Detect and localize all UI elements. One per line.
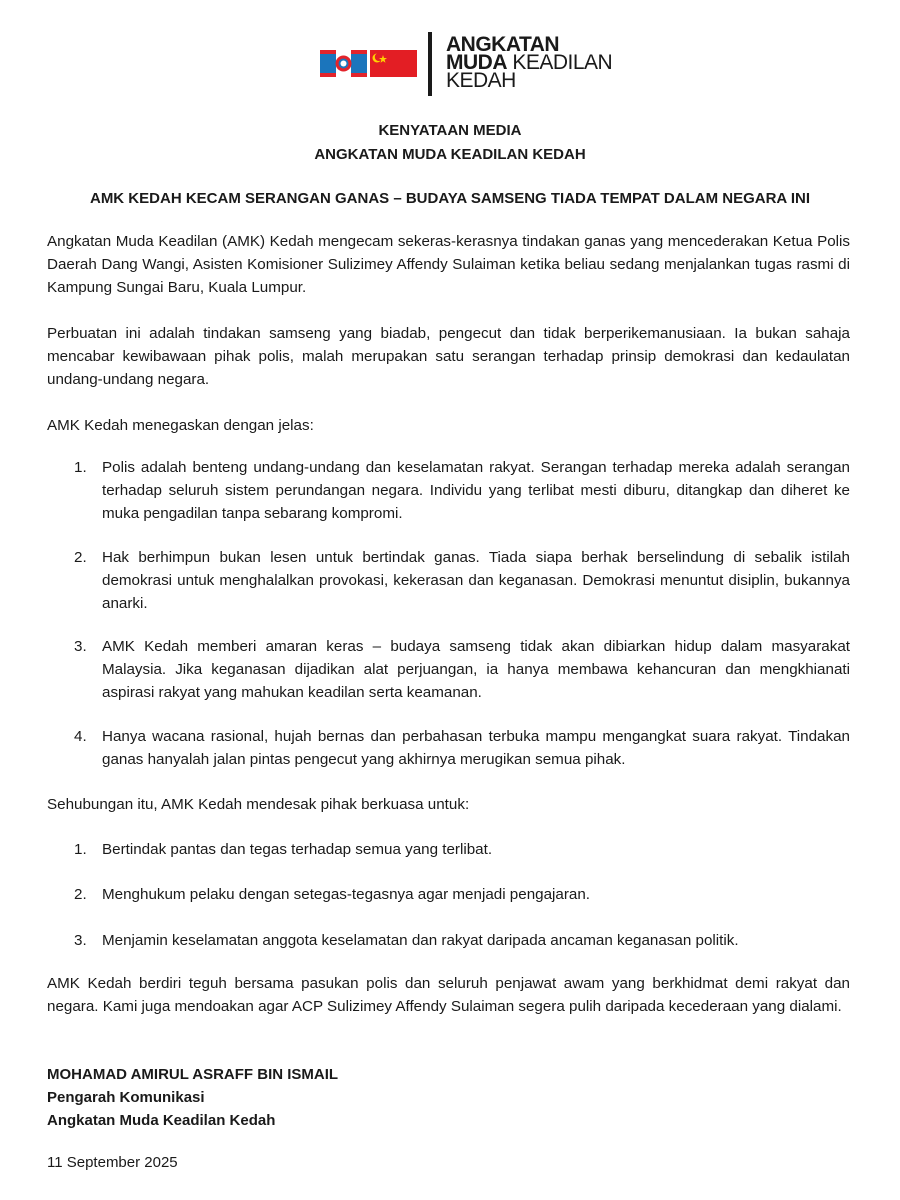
list-number: 3. xyxy=(74,932,87,949)
list-text: Menjamin keselamatan anggota keselamatan dan rakyat daripada ancaman keganasan politik. xyxy=(102,932,739,949)
list-number: 1. xyxy=(74,841,87,858)
list-item xyxy=(74,635,850,704)
list-number: 3. xyxy=(74,638,87,655)
list-item xyxy=(74,546,850,615)
list-text: Menghukum pelaku dengan setegas-tegasnya agar menjadi pengajaran. xyxy=(102,886,591,903)
list-item xyxy=(74,838,850,861)
list-number: 2. xyxy=(74,886,87,903)
list-number: 4. xyxy=(74,728,87,745)
list-item xyxy=(74,725,850,771)
list-text: Hak berhimpun bukan lesen untuk bertindak ganas. Tiada siapa berhak berselindung di sebalik istilah demokrasi untuk menghalalkan provokasi, kekerasan dan keganasan. Demokrasi menuntut disiplin, bukannya anarki. xyxy=(102,549,850,612)
brand-line-2-rest: KEADILAN xyxy=(507,51,613,74)
brand-line-3: KEDAH xyxy=(446,69,516,92)
list-number: 2. xyxy=(74,549,87,566)
paragraph-3: AMK Kedah menegaskan dengan jelas: xyxy=(47,417,314,434)
list-text: Bertindak pantas dan tegas terhadap semua yang terlibat. xyxy=(102,841,493,858)
list-item xyxy=(74,929,850,952)
signatory-name: MOHAMAD AMIRUL ASRAFF BIN ISMAIL xyxy=(47,1066,339,1083)
party-flags-logo xyxy=(320,50,417,77)
brand-wordmark xyxy=(446,33,613,92)
list-text: Polis adalah benteng undang-undang dan keselamatan rakyat. Serangan terhadap mereka adalah serangan terhadap seluruh sistem perundangan negara. Individu yang terlibat mesti diburu, ditangkap dan diheret ke muka pengadilan tanpa sebarang kompromi. xyxy=(102,459,850,522)
paragraph-2: Perbuatan ini adalah tindakan samseng yang biadab, pengecut dan tidak berperikemanusiaan. Ia bukan sahaja mencabar kewibawaan pihak polis, malah merupakan satu serangan terhadap prinsip demokrasi dan kedaulatan undang-undang negara. xyxy=(47,325,850,388)
document-date: 11 September 2025 xyxy=(47,1154,178,1171)
list-text: Hanya wacana rasional, hujah bernas dan perbahasan terbuka mampu mengangkat suara rakyat. Tindakan ganas hanyalah jalan pintas pengecut yang akhirnya merugikan semua pihak. xyxy=(102,728,850,768)
headline: AMK KEDAH KECAM SERANGAN GANAS – BUDAYA SAMSENG TIADA TEMPAT DALAM NEGARA INI xyxy=(89,190,811,207)
signatory-role: Pengarah Komunikasi xyxy=(47,1089,205,1106)
organization-title: ANGKATAN MUDA KEADILAN KEDAH xyxy=(314,146,586,163)
brand-line-2-bold: MUDA xyxy=(446,51,507,74)
paragraph-4: Sehubungan itu, AMK Kedah mendesak pihak berkuasa untuk: xyxy=(47,796,470,813)
list-item xyxy=(74,456,850,525)
signatory-organization: Angkatan Muda Keadilan Kedah xyxy=(47,1112,276,1129)
brand-line-1: ANGKATAN xyxy=(446,33,560,56)
list-item xyxy=(74,883,850,906)
signature-block xyxy=(47,1063,338,1132)
document-type-title: KENYATAAN MEDIA xyxy=(378,122,522,139)
list-number: 1. xyxy=(74,459,87,476)
paragraph-1: Angkatan Muda Keadilan (AMK) Kedah mengecam sekeras-kerasnya tindakan ganas yang mencederakan Ketua Polis Daerah Dang Wangi, Asisten Komisioner Sulizimey Affendy Sulaiman ketika beliau sedang menjalankan tugas rasmi di Kampung Sungai Baru, Kuala Lumpur. xyxy=(47,233,850,296)
list-text: AMK Kedah memberi amaran keras – budaya samseng tidak akan dibiarkan hidup dalam masyarakat Malaysia. Jika keganasan dijadikan alat perjuangan, ia hanya membawa kehancuran dan mengkhianati aspirasi rakyat yang mahukan keadilan serta keamanan. xyxy=(102,638,850,701)
paragraph-5: AMK Kedah berdiri teguh bersama pasukan polis dan seluruh penjawat awam yang berkhidmat demi rakyat dan negara. Kami juga mendoakan agar ACP Sulizimey Affendy Sulaiman segera pulih daripada kecederaan yang dialami. xyxy=(47,975,850,1015)
logo-divider xyxy=(428,32,432,96)
